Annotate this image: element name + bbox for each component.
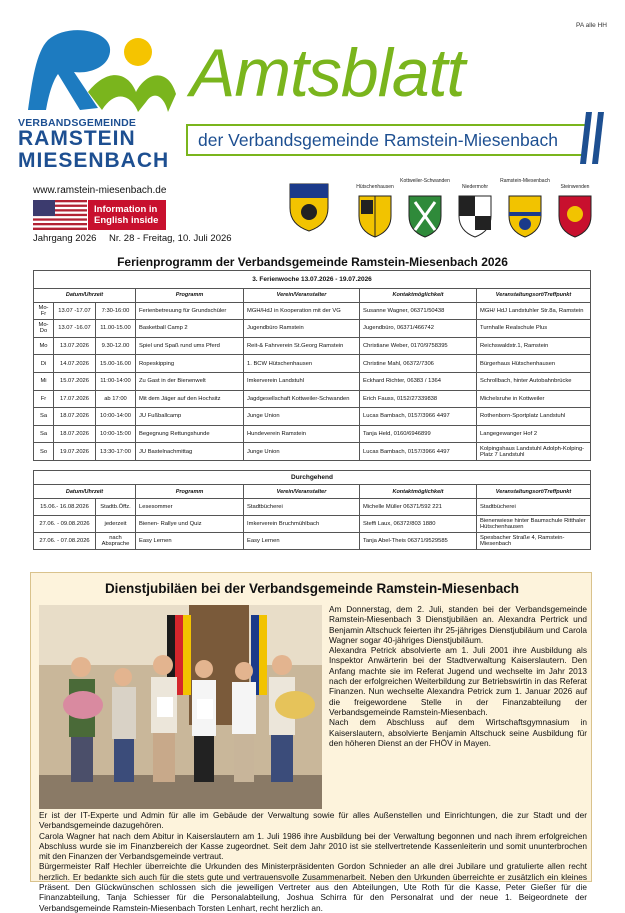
cell-place: Bienenwiese hinter Baumschule Ritthaler Hütschenhausen (477, 516, 591, 533)
cell-organizer: 1. BCW Hütschenhausen (244, 355, 360, 373)
cell-date: 18.07.2026 (54, 408, 96, 426)
cell-contact: Eckhard Richter, 06383 / 1364 (360, 372, 477, 390)
table-row (34, 408, 591, 426)
cell-program: Zu Gast in der Bienenwelt (136, 372, 244, 390)
cell-program: JU Bastelnachmittag (136, 443, 244, 461)
cell-program: Lesesommer (136, 499, 244, 516)
coat-of-arms-icon (288, 182, 330, 232)
cell-time: 9.30-12.00 (96, 337, 136, 355)
coat-of-arms-icon (557, 194, 593, 238)
durchgehend-body (34, 499, 591, 550)
jahrgang: Jahrgang 2026 (33, 233, 97, 244)
crest-label: Niedermohr (461, 184, 489, 190)
cell-date: 14.07.2026 (54, 355, 96, 373)
header-programm: Programm (136, 288, 244, 302)
cell-time: 11.00-15.00 (96, 320, 136, 338)
cell-contact: Tanja Abel-Theis 06371/9529585 (360, 533, 477, 550)
cell-time: nach Absprache (96, 533, 136, 550)
table-row (34, 533, 591, 550)
cell-program: JU Fußballcamp (136, 408, 244, 426)
coat-of-arms-icon (357, 194, 393, 238)
cell-contact: Christine Mahl, 06372/7306 (360, 355, 477, 373)
cell-date: 13.07 -16.07 (54, 320, 96, 338)
cell-place: Stadtbücherei (477, 499, 591, 516)
cell-contact: Lucas Bambach, 0157/3966 4497 (360, 408, 477, 426)
cell-day: Fr (34, 390, 54, 408)
cell-contact: Jugendbüro, 06371/466742 (360, 320, 477, 338)
article-title: Dienstjubiläen bei der Verbandsgemeinde Ramstein-Miesenbach (104, 581, 520, 596)
crest-label: Kottweiler-Schwanden (400, 178, 450, 184)
cell-organizer: Reit-& Fahrverein St.Georg Ramstein (244, 337, 360, 355)
cell-day: Di (34, 355, 54, 373)
durchgehend-title: Durchgehend (34, 471, 591, 485)
table-row (34, 372, 591, 390)
header-verein: Verein/Veranstalter (244, 288, 360, 302)
cell-place: Michelsruhe in Kottweiler (477, 390, 591, 408)
masthead-title: Amtsblatt (190, 35, 465, 111)
cell-time: 10:00-15:00 (96, 425, 136, 443)
cell-date: 27.06. - 09.08.2026 (34, 516, 96, 533)
cell-contact: Michelle Müller 06371/592 221 (360, 499, 477, 516)
cell-program: Basketball Camp 2 (136, 320, 244, 338)
cell-place: Kolpingshaus Landstuhl Adolph-Kolping-Platz 7 Landstuhl (477, 443, 591, 461)
masthead-subtitle (186, 124, 585, 156)
table-row (34, 516, 591, 533)
durchgehend-table (33, 470, 591, 550)
cell-date: 19.07.2026 (54, 443, 96, 461)
cell-place: Reichswaldstr.1, Ramstein (477, 337, 591, 355)
cell-contact: Lucas Bambach, 0157/3966 4497 (360, 443, 477, 461)
logo-text-ramstein: RAMSTEIN (18, 127, 136, 150)
cell-contact: Tanja Held, 0160/6946899 (360, 425, 477, 443)
cell-program: Easy Lernen (136, 533, 244, 550)
english-info-badge[interactable] (88, 200, 166, 230)
cell-contact: Susanne Wagner, 06371/50438 (360, 302, 477, 320)
english-info-line2: English inside (94, 215, 159, 226)
crest-label: Hütschenhausen (356, 184, 394, 190)
crest-label: Ramstein-Miesenbach (500, 178, 550, 184)
municipality-crests (288, 178, 618, 244)
week-row (34, 271, 591, 289)
header-datum: Datum/Uhrzeit (34, 288, 136, 302)
cell-organizer: Easy Lernen (244, 533, 360, 550)
cell-program: Begegnung Rettungshunde (136, 425, 244, 443)
issue-number-date: Nr. 28 - Freitag, 10. Juli 2026 (109, 233, 232, 244)
cell-place: Spesbacher Straße 4, Ramstein-Miesenbach (477, 533, 591, 550)
ferien-title: Ferienprogramm der Verbandsgemeinde Ramstein-Miesenbach 2026 (117, 255, 508, 269)
durchgehend-title-row (34, 471, 591, 485)
cell-time: 15.00-16.00 (96, 355, 136, 373)
cell-program: Ropeskipping (136, 355, 244, 373)
cell-program: Spiel und Spaß rund ums Pferd (136, 337, 244, 355)
masthead-subtitle-text: der Verbandsgemeinde Ramstein-Miesenbach (198, 129, 558, 150)
website-link[interactable]: www.ramstein-miesenbach.de (33, 185, 167, 196)
cell-organizer: Junge Union (244, 408, 360, 426)
cell-place: MGH/ HdJ Landstuhler Str.8a, Ramstein (477, 302, 591, 320)
header-ort: Veranstaltungsort/Treffpunkt (477, 485, 591, 499)
week-label: 3. Ferienwoche 13.07.2026 - 19.07.2026 (34, 271, 591, 289)
article-text-column (329, 604, 587, 748)
cell-date: 13.07.2026 (54, 337, 96, 355)
cell-place: Turnhalle Realschule Plus (477, 320, 591, 338)
cell-time: 13:30-17:00 (96, 443, 136, 461)
issue-info (33, 233, 242, 244)
cell-date: 15.07.2026 (54, 372, 96, 390)
article-text-full (39, 810, 587, 913)
cell-day: Sa (34, 408, 54, 426)
cell-program: Mit dem Jäger auf den Hochsitz (136, 390, 244, 408)
cell-day: Mo-Do (34, 320, 54, 338)
cell-program: Ferienbetreuung für Grundschüler (136, 302, 244, 320)
table-row (34, 320, 591, 338)
table-row (34, 390, 591, 408)
table-row (34, 302, 591, 320)
cell-date: 17.07.2026 (54, 390, 96, 408)
cell-place: Langegewanger Hof 2 (477, 425, 591, 443)
header-verein: Verein/Veranstalter (244, 485, 360, 499)
cell-organizer: Imkerverein Landstuhl (244, 372, 360, 390)
cell-organizer: Jugendbüro Ramstein (244, 320, 360, 338)
cell-contact: Christiane Weber, 0170/9758395 (360, 337, 477, 355)
article-paragraph: Alexandra Petrick absolvierte am 1. Juli 2001 ihre Ausbildung als Inspektor Anwärterin bei der Stadtverwaltung Kaiserslautern. Den Anfang machte sie im Referat Jugend und wechselte im Jahr 2013 nach der erfolgreichen Weiterbildung zur Betriebswirtin in das Referat Finanzen. Nun wechselte Alexandra Petrick zum 1. Januar 2026 auf die freigewordene Stelle in der Finanzabteilung der Verbandsgemeinde Ramstein-Miesenbach. (329, 645, 587, 717)
coat-of-arms-icon (407, 194, 443, 238)
cell-day: Mo (34, 337, 54, 355)
logo-text-verbandsgemeinde: VERBANDSGEMEINDE (18, 117, 137, 129)
cell-day: So (34, 443, 54, 461)
cell-day: Sa (34, 425, 54, 443)
header-datum: Datum/Uhrzeit (34, 485, 136, 499)
article-paragraph: Am Donnerstag, dem 2. Juli, standen bei der Verbandsgemeinde Ramstein-Miesenbach 3 Dienstjubiläen an. Alexandra Pertrick und Benjamin Altschuck feierten ihr 25-jähriges Dienstjubiläum und Carola Wagner sogar 40-jähriges Dienstjubiläum. (329, 604, 587, 645)
cell-organizer: MGH/HdJ in Kooperation mit der VG (244, 302, 360, 320)
cell-date: 15.06.- 16.08.2026 (34, 499, 96, 516)
cell-place: Rothenborn-Sportplatz Landstuhl (477, 408, 591, 426)
cell-program: Bienen- Rallye und Quiz (136, 516, 244, 533)
cell-time: jederzeit (96, 516, 136, 533)
cell-time: 11:00-14:00 (96, 372, 136, 390)
header-programm: Programm (136, 485, 244, 499)
table-header-row (34, 485, 591, 499)
article-dienstjubilaeen (30, 572, 592, 913)
table-row (34, 425, 591, 443)
cell-day: Mi (34, 372, 54, 390)
ferien-table (33, 270, 591, 461)
distribution-note: PA alle HH (576, 22, 607, 29)
cell-time: ab 17:00 (96, 390, 136, 408)
table-row (34, 499, 591, 516)
article-paragraph: Er ist der IT-Experte und Admin für alle im Gebäude der Verwaltung sowie für alles Außenstellen und Einrichtungen, die zur Stadt und der Verbandsgemeinde dazugehören. (39, 810, 587, 831)
cell-place: Schrollbach, hinter Autobahnbrücke (477, 372, 591, 390)
us-flag-icon (33, 200, 87, 230)
group-photo (39, 605, 322, 809)
cell-organizer: Imkerverein Bruchmühlbach (244, 516, 360, 533)
header-kontakt: Kontaktmöglichkeit (360, 485, 477, 499)
english-info-line1: Information in (94, 204, 158, 215)
header-kontakt: Kontaktmöglichkeit (360, 288, 477, 302)
cell-date: 27.06. - 07.08.2026 (34, 533, 96, 550)
article-paragraph: Carola Wagner hat nach dem Abitur in Kaiserslautern am 1. Juli 1986 ihre Ausbildung bei der Verwaltung begonnen und nach ihrem erfolgreichen Abschluss wurde sie im Finanzbereich der Kasse zugeordnet. Seit dem Jahr 2010 ist sie stellvertretende Kassenleiterin und somit ununterbrochen mit den Finanzen der Verbandsgemeinde vertraut. (39, 830, 587, 862)
cell-organizer: Junge Union (244, 443, 360, 461)
table-header-row (34, 288, 591, 302)
cell-day: Mo-Fr (34, 302, 54, 320)
cell-time: Stadtb.Öffz. (96, 499, 136, 516)
cell-time: 10:00-14:00 (96, 408, 136, 426)
ferien-body (34, 302, 591, 460)
article-paragraph: Nach dem Abschluss auf dem Wirtschaftsgymnasium in Kaiserslautern, absolvierte Benjamin Altschuck seine Ausbildung für den höheren Dienst an der FHÖV in Mayen. (329, 717, 587, 748)
logo-text-miesenbach: MIESENBACH (18, 149, 170, 172)
cell-contact: Steffi Laux, 06372/803 1880 (360, 516, 477, 533)
cell-contact: Erich Fauss, 0152/27339838 (360, 390, 477, 408)
table-row (34, 443, 591, 461)
cell-organizer: Stadtbücherei (244, 499, 360, 516)
cell-time: 7:30-16:00 (96, 302, 136, 320)
coat-of-arms-icon (457, 194, 493, 238)
crest-label: Steinwenden (560, 184, 590, 190)
article-paragraph: Bürgermeister Ralf Hechler überreichte die Urkunden des Ministerpräsidenten Gordon Schnieder an alle drei Jubilare und gratulierte allen recht herzlich. Er bedankte sich auch für die stets gute und vertrauensvolle Zusammenarbeit. Neben den Urkunden überreichte er zusätzlich ein kleines Präsent. Den Glückwünschen schlossen sich die jeweiligen Vertreter aus den Abteilungen, Ute Roth für die Kasse, Peter Gießer für die Finanzabteilung, Tanja Schiesser für die Personalabteilung, Joshua Schirra für den Personalrat und der neue 1. Beigeordnete der Verbandsgemeinde Ramstein-Miesenbach Torsten Lenhart, recht herzlich an. (39, 861, 587, 913)
cell-organizer: Jagdgesellschaft Kottweiler-Schwanden (244, 390, 360, 408)
table-row (34, 337, 591, 355)
double-slash-icon (578, 112, 606, 164)
table-row (34, 355, 591, 373)
vg-logo-icon (18, 22, 178, 122)
cell-date: 13.07 -17.07 (54, 302, 96, 320)
coat-of-arms-icon (507, 194, 543, 238)
cell-place: Bürgerhaus Hütschenhausen (477, 355, 591, 373)
cell-organizer: Hundeverein Ramstein (244, 425, 360, 443)
cell-date: 18.07.2026 (54, 425, 96, 443)
header-ort: Veranstaltungsort/Treffpunkt (477, 288, 591, 302)
